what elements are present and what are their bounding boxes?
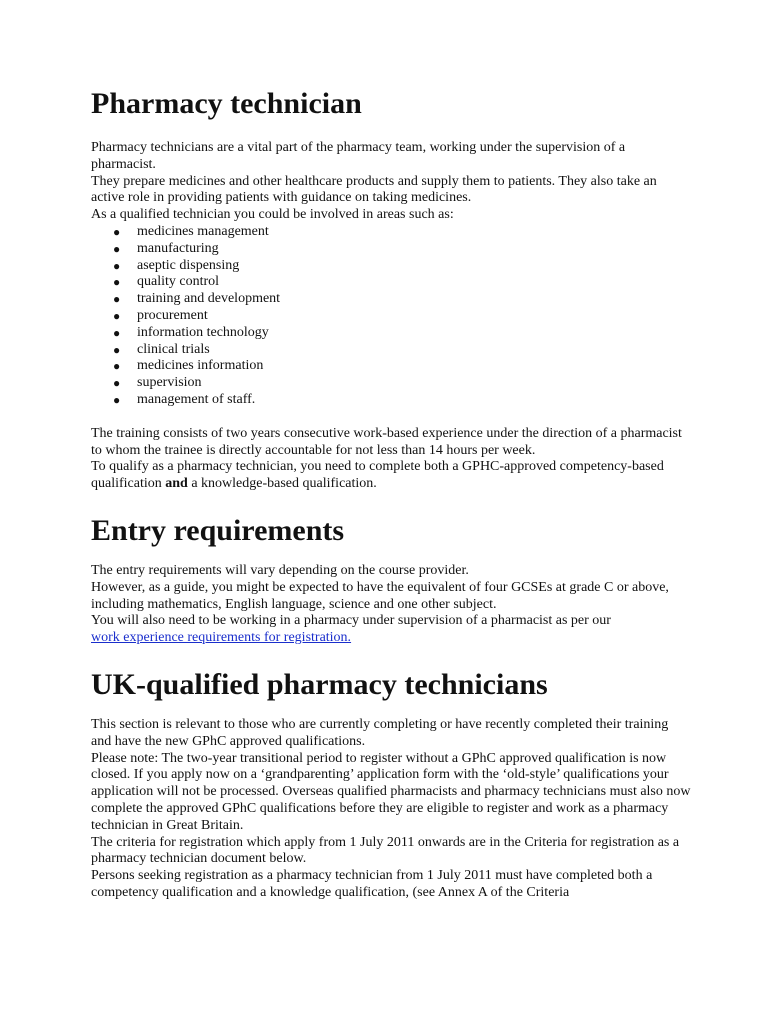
section-uk-qualified <box>91 717 691 902</box>
list-item: ● procurement <box>113 307 208 323</box>
paragraph: This section is relevant to those who are currently completing or have recently completed their training and have the new GPhC approved qualifications. <box>91 716 669 749</box>
areas-list <box>91 224 691 409</box>
list-item: ● clinical trials <box>113 341 210 357</box>
bullet-icon: ● <box>113 292 121 307</box>
document-page <box>91 82 691 902</box>
list-item: ● quality control <box>113 274 220 290</box>
work-experience-link[interactable]: work experience requirements for registration. <box>91 630 352 646</box>
bold-text: and <box>165 476 188 492</box>
section-entry-requirements <box>91 563 691 647</box>
heading-entry-requirements: Entry requirements <box>91 513 345 547</box>
section-pharmacy-technician <box>91 140 691 224</box>
paragraph <box>91 630 691 647</box>
bullet-icon: ● <box>113 258 121 273</box>
paragraph: The entry requirements will vary depending on the course provider. <box>91 562 469 578</box>
list-item: ● information technology <box>113 324 269 340</box>
list-item: ● medicines management <box>113 223 269 239</box>
paragraph: They prepare medicines and other healthcare products and supply them to patients. They also take an active role in providing patients with guidance on taking medicines. <box>91 173 657 206</box>
paragraph: However, as a guide, you might be expected to have the equivalent of four GCSEs at grade C or above, including mathematics, English language, science and one other subject. <box>91 579 669 612</box>
heading-pharmacy-technician: Pharmacy technician <box>91 87 362 120</box>
heading-uk-qualified: UK-qualified pharmacy technicians <box>91 667 548 701</box>
paragraph: Persons seeking registration as a pharmacy technician from 1 July 2011 must have completed both a competency qualification and a knowledge qualification, (see Annex A of the Criteria <box>91 868 653 900</box>
list-item: ● supervision <box>113 375 202 391</box>
list-item: ● management of staff. <box>113 391 256 407</box>
paragraph: Please note: The two-year transitional period to register without a GPhC approved qualification is now closed. If you apply now on a ‘grandparenting’ application form with the ‘old-style’ qualifications your application will not be processed. Overseas qualified pharmacists and pharmacy technicians must also now complete the approved GPhC qualifications before they are eligible to register and work as a pharmacy technician in Great Britain. <box>91 750 691 833</box>
paragraph: The criteria for registration which apply from 1 July 2011 onwards are in the Criteria for registration as a pharmacy technician document below. <box>91 834 680 867</box>
list-item: ● aseptic dispensing <box>113 257 240 273</box>
bullet-icon: ● <box>113 376 121 391</box>
bullet-icon: ● <box>113 342 121 357</box>
paragraph: As a qualified technician you could be involved in areas such as: <box>91 207 454 223</box>
paragraph: You will also need to be working in a pharmacy under supervision of a pharmacist as per our <box>91 613 611 629</box>
list-item: ● manufacturing <box>113 240 219 256</box>
list-item: ● training and development <box>113 291 281 307</box>
bullet-icon: ● <box>113 359 121 374</box>
bullet-icon: ● <box>113 241 121 256</box>
bullet-icon: ● <box>113 224 121 239</box>
paragraph: Pharmacy technicians are a vital part of the pharmacy team, working under the supervision of a pharmacist. <box>91 140 626 172</box>
list-item: ● medicines information <box>113 358 264 374</box>
bullet-icon: ● <box>113 392 121 407</box>
bullet-icon: ● <box>113 275 121 290</box>
paragraph: The training consists of two years consecutive work-based experience under the direction of a pharmacist to whom the trainee is directly accountable for not less than 14 hours per week. <box>91 425 682 458</box>
section-training <box>91 426 691 493</box>
paragraph: To qualify as a pharmacy technician, you need to complete both a GPHC-approved competency-based qualification and a knowledge-based qualification. <box>91 459 664 492</box>
bullet-icon: ● <box>113 308 121 323</box>
bullet-icon: ● <box>113 325 121 340</box>
